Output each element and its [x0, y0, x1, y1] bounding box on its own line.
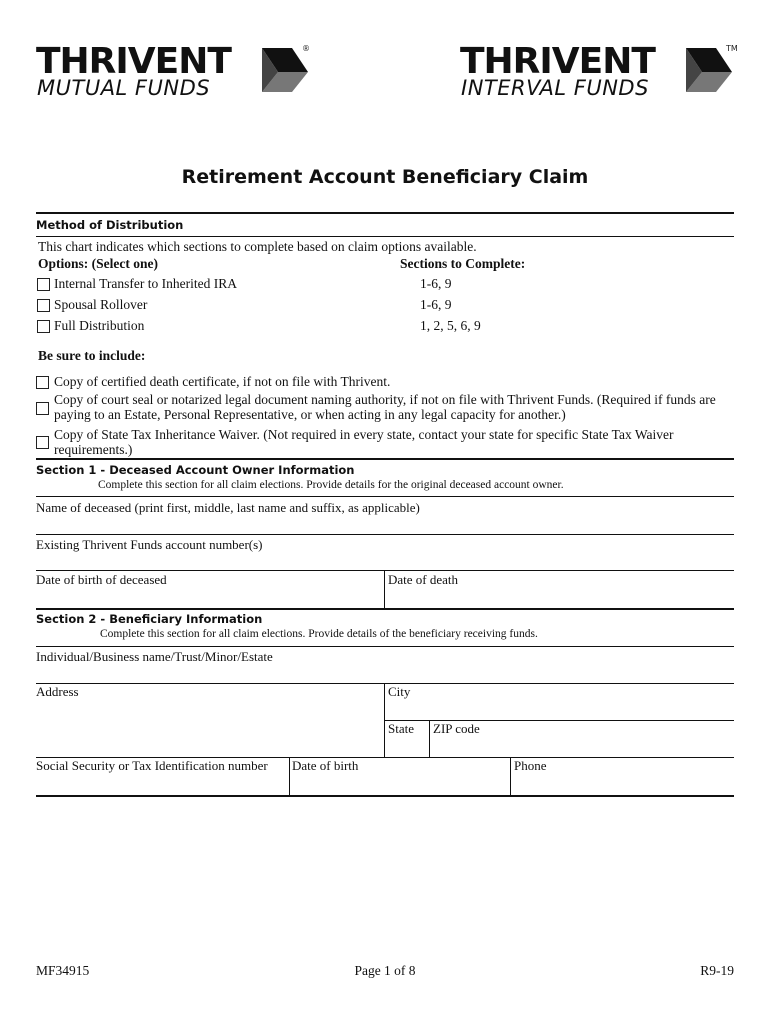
options-header: Options: (Select one): [38, 256, 158, 271]
option-sections: 1-6, 9: [420, 297, 452, 312]
field-account-number[interactable]: Existing Thrivent Funds account number(s): [36, 537, 263, 552]
field-divider: [289, 757, 290, 795]
field-deceased-name[interactable]: Name of deceased (print first, middle, last name and suffix, as applicable): [36, 500, 420, 515]
logo-subtitle: INTERVAL FUNDS: [461, 76, 649, 100]
section2-note: Complete this section for all claim elections. Provide details of the beneficiary receiving funds.: [100, 628, 538, 640]
logo-wordmark: THRIVENT: [460, 41, 655, 82]
divider: [36, 608, 734, 610]
field-beneficiary-dob[interactable]: Date of birth: [292, 758, 359, 773]
sections-header: Sections to Complete:: [400, 256, 526, 271]
include-checkbox-death-certificate[interactable]: [36, 376, 49, 389]
option-sections: 1, 2, 5, 6, 9: [420, 318, 481, 333]
field-line: [36, 683, 734, 684]
logo-cube-icon: [258, 46, 310, 94]
section1-heading: Section 1 - Deceased Account Owner Information: [36, 463, 355, 477]
divider: [36, 496, 734, 497]
include-item: Copy of State Tax Inheritance Waiver. (Not required in every state, contact your state for specific State Tax Waiver requirements.): [54, 427, 674, 457]
divider: [36, 236, 734, 237]
option-label: Full Distribution: [54, 318, 145, 333]
field-date-of-death[interactable]: Date of death: [388, 572, 459, 587]
section1-note: Complete this section for all claim elections. Provide details for the original deceased account owner.: [98, 479, 564, 491]
page-number: Page 1 of 8: [354, 963, 416, 978]
divider: [36, 646, 734, 647]
divider: [36, 212, 734, 214]
thrivent-mutual-funds-logo: [36, 41, 316, 100]
field-deceased-dob[interactable]: Date of birth of deceased: [36, 572, 167, 587]
field-ssn[interactable]: Social Security or Tax Identification number: [36, 758, 268, 773]
field-divider: [429, 720, 430, 757]
field-state[interactable]: State: [388, 721, 414, 736]
registered-mark: ®: [302, 44, 310, 53]
field-divider: [384, 570, 385, 608]
section2-heading: Section 2 - Beneficiary Information: [36, 612, 263, 626]
option-checkbox-inherited-ira[interactable]: [37, 278, 50, 291]
divider: [36, 458, 734, 460]
option-checkbox-full-distribution[interactable]: [37, 320, 50, 333]
field-phone[interactable]: Phone: [514, 758, 547, 773]
include-checkbox-tax-waiver[interactable]: [36, 436, 49, 449]
include-header: Be sure to include:: [38, 348, 146, 363]
method-intro: This chart indicates which sections to complete based on claim options available.: [38, 239, 477, 254]
include-item: Copy of court seal or notarized legal document naming authority, if not on file with Thrivent Funds. (Required if funds are paying to an Estate, Personal Representative, or when acting in any legal capacity for another.): [54, 392, 716, 422]
field-line: [36, 534, 734, 535]
option-checkbox-spousal-rollover[interactable]: [37, 299, 50, 312]
field-line: [36, 570, 734, 571]
logo-cube-icon: [682, 46, 734, 94]
field-beneficiary-name[interactable]: Individual/Business name/Trust/Minor/Estate: [36, 649, 273, 664]
include-item: Copy of certified death certificate, if not on file with Thrivent.: [54, 374, 391, 389]
revision-code: R9-19: [700, 963, 734, 978]
page-title: Retirement Account Beneficiary Claim: [181, 166, 589, 188]
logo-subtitle: MUTUAL FUNDS: [37, 76, 211, 100]
include-checkbox-court-seal[interactable]: [36, 402, 49, 415]
field-city[interactable]: City: [388, 684, 411, 699]
method-heading: Method of Distribution: [36, 218, 184, 232]
option-label: Internal Transfer to Inherited IRA: [54, 276, 237, 291]
option-label: Spousal Rollover: [54, 297, 148, 312]
thrivent-interval-funds-logo: [460, 41, 740, 100]
field-zip[interactable]: ZIP code: [433, 721, 480, 736]
option-sections: 1-6, 9: [420, 276, 452, 291]
logo-wordmark: THRIVENT: [36, 41, 231, 82]
trademark-mark: TM: [726, 44, 738, 53]
divider: [36, 795, 734, 797]
form-id: MF34915: [36, 963, 90, 978]
field-address[interactable]: Address: [36, 684, 79, 699]
field-divider: [510, 757, 511, 795]
